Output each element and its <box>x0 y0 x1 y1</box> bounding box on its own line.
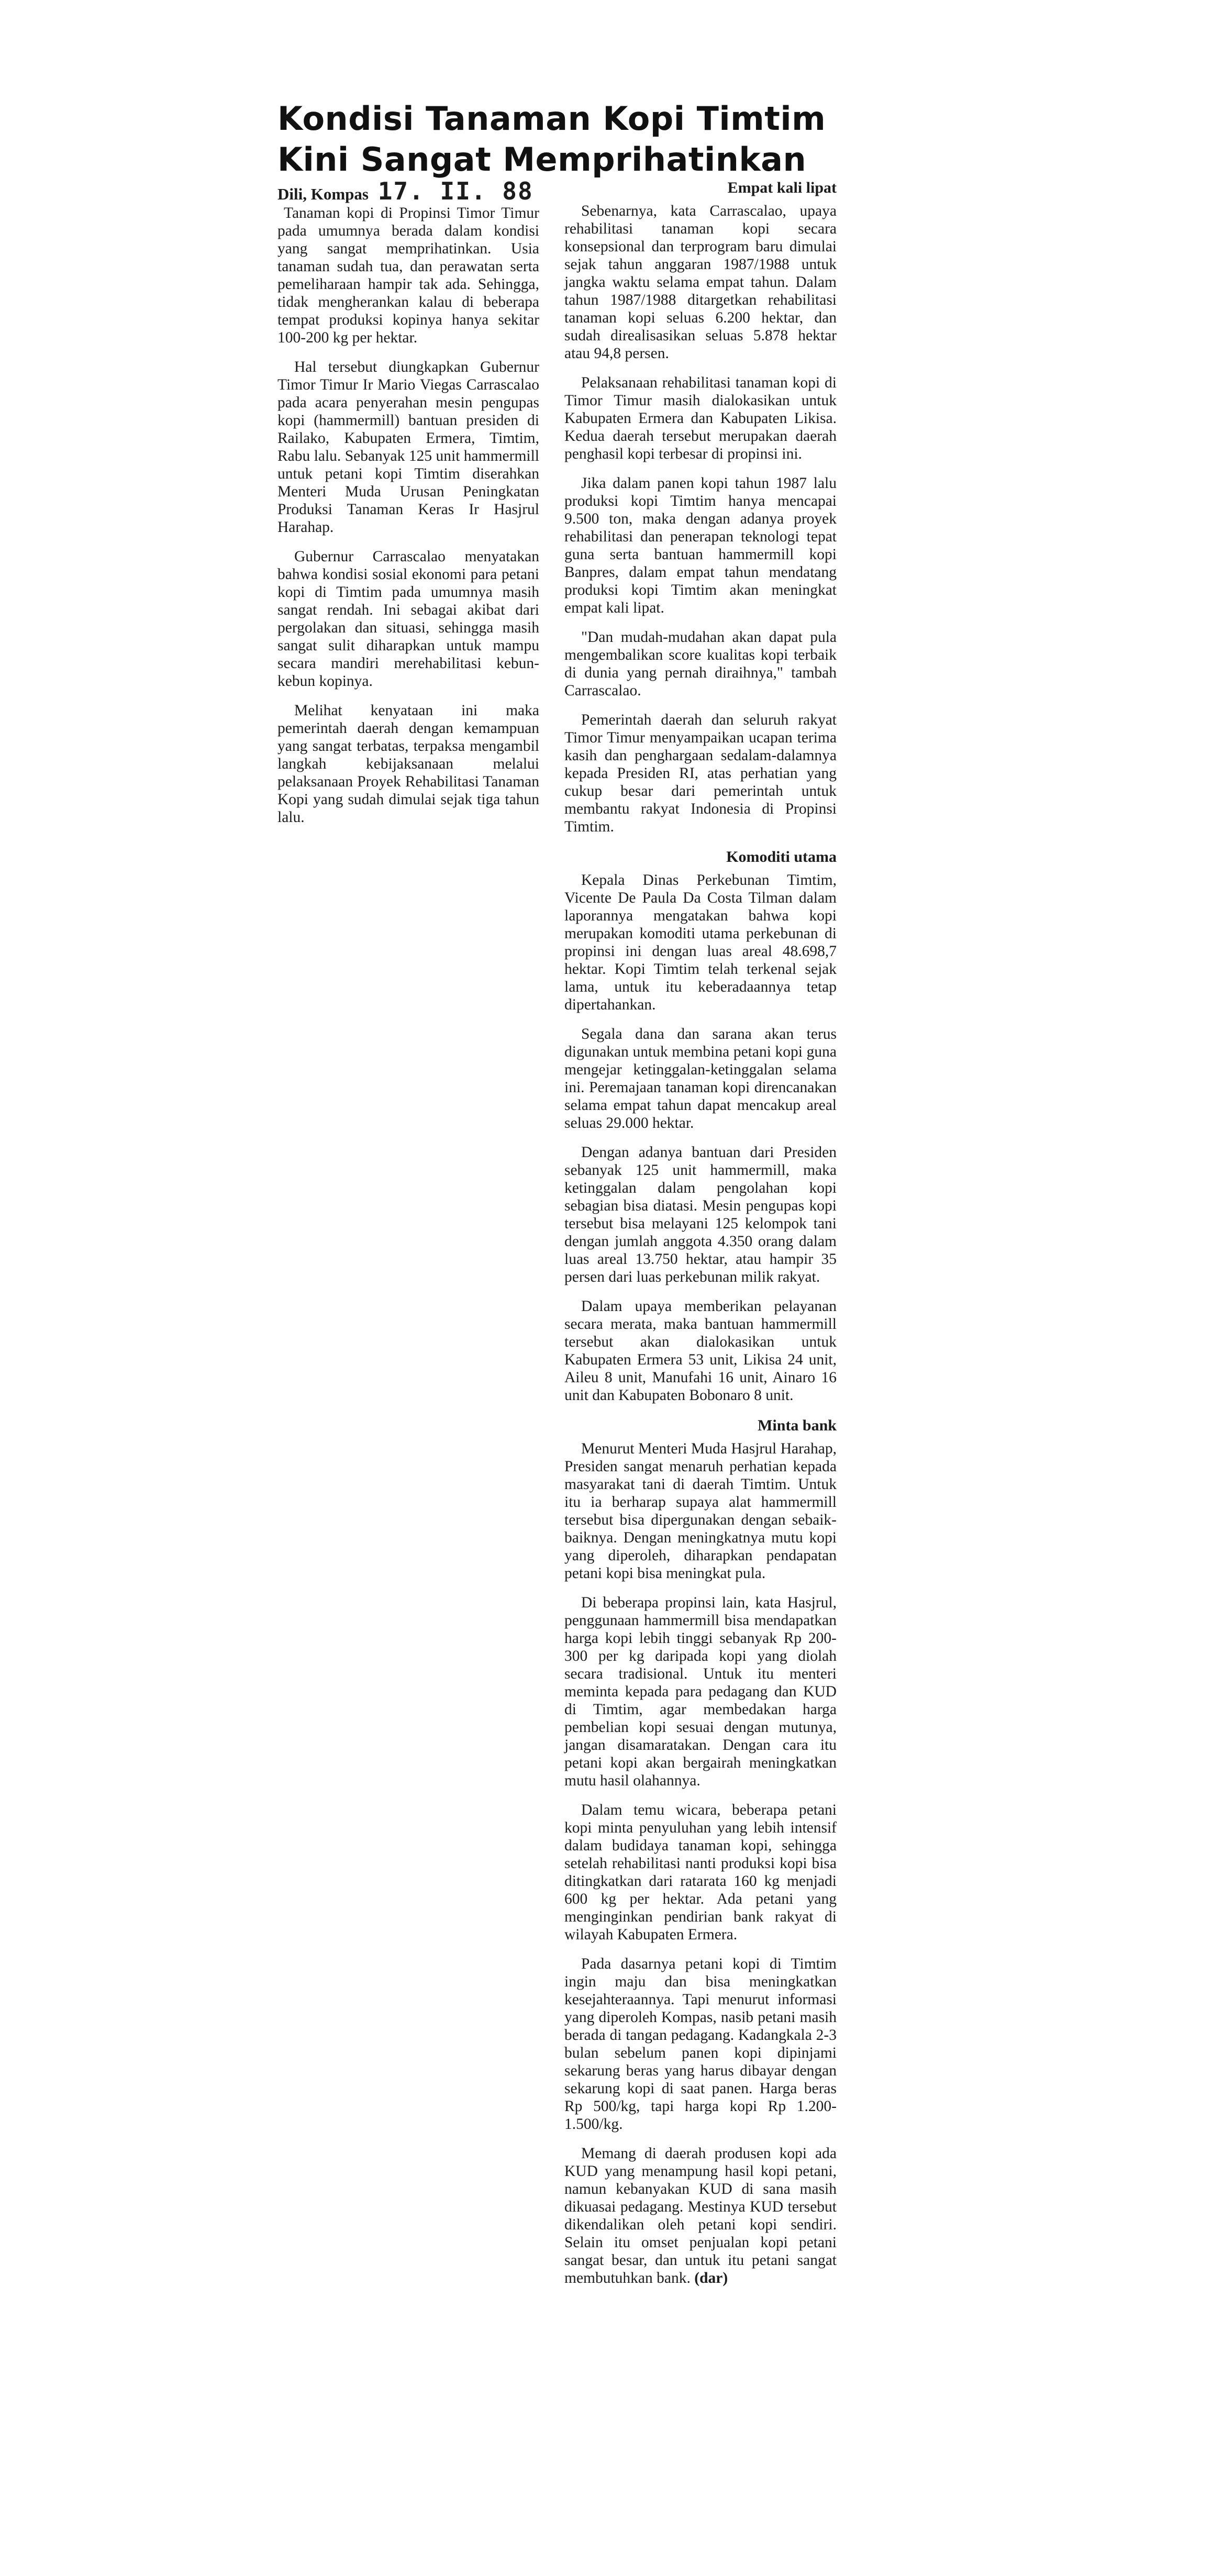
subhead-empat-kali-lipat: Empat kali lipat <box>727 179 837 196</box>
paragraph: Sebenarnya, kata Carrascalao, upaya rehabilitasi tanaman kopi secara konsepsional dan terprogram baru dimulai sejak tahun anggaran 1987/1988 untuk jangka waktu selama empat tahun. Dalam tahun 1987/1988 ditargetkan rehabilitasi tanaman kopi seluas 6.200 hektar, dan sudah direalisasikan seluas 5.878 hektar atau 94,8 persen. <box>564 203 837 362</box>
paragraph: Menurut Menteri Muda Hasjrul Harahap, Presiden sangat menaruh perhatian kepada masyarakat tani di daerah Timtim. Untuk itu ia berharap supaya alat hammermill tersebut bisa dipergunakan dengan sebaik-baiknya. Dengan meningkatnya mutu kopi yang diperoleh, diharapkan pendapatan petani kopi bisa meningkat pula. <box>564 1440 837 1582</box>
paragraph: "Dan mudah-mudahan akan dapat pula mengembalikan score kualitas kopi terbaik di dunia yang pernah diraihnya," tambah Carrascalao. <box>564 629 837 699</box>
paragraph: Pemerintah daerah dan seluruh rakyat Timor Timur menyampaikan ucapan terima kasih dan penghargaan sedalam-dalamnya kepada Presiden RI, atas perhatian yang cukup besar dari pemerintah untuk membantu rakyat Indonesia di Propinsi Timtim. <box>564 712 837 835</box>
headline <box>277 98 864 180</box>
paragraph: Dalam upaya memberikan pelayanan secara merata, maka bantuan hammermill tersebut akan dialokasikan untuk Kabupaten Ermera 53 unit, Likisa 24 unit, Aileu 8 unit, Manufahi 16 unit, Ainaro 16 unit dan Kabupaten Bobonaro 8 unit. <box>564 1298 837 1404</box>
subhead-komoditi-utama: Komoditi utama <box>726 848 837 865</box>
paragraph: Dengan adanya bantuan dari Presiden sebanyak 125 unit hammermill, maka ketinggalan dalam pengolahan kopi sebagian bisa diatasi. Mesin pengupas kopi tersebut bisa melayani 125 kelompok tani dengan jumlah anggota 4.350 orang dalam luas areal 13.750 hektar, atau hampir 35 persen dari luas perkebunan milik rakyat. <box>564 1144 837 1285</box>
paragraph: Kepala Dinas Perkebunan Timtim, Vicente De Paula Da Costa Tilman dalam laporannya mengatakan bahwa kopi merupakan komoditi utama perkebunan di propinsi ini dengan luas areal 48.698,7 hektar. Kopi Timtim telah terkenal sejak lama, untuk itu keberadaannya tetap dipertahankan. <box>564 872 837 1013</box>
paragraph: Segala dana dan sarana akan terus digunakan untuk membina petani kopi guna mengejar ketinggalan-ketinggalan selama ini. Peremajaan tanaman kopi direncanakan selama empat tahun dapat mencakup areal seluas 29.000 hektar. <box>564 1026 837 1131</box>
paragraph-text: Memang di daerah produsen kopi ada KUD yang menampung hasil kopi petani, namun kebanyakan KUD di sana masih dikuasai pedagang. Mestinya KUD tersebut dikendalikan oleh petani kopi sendiri. Selain itu omset penjualan kopi petani sangat besar, dan untuk itu petani sangat membutuhkan bank. <box>564 2145 837 2286</box>
paragraph: Tanaman kopi di Propinsi Timor Timur pada umumnya berada dalam kondisi yang sangat memprihatinkan. Usia tanaman sudah tua, dan perawatan serta pemeliharaan hampir tak ada. Sehingga, tidak mengherankan kalau di beberapa tempat produksi kopinya hanya sekitar 100-200 kg per hektar. <box>277 205 539 346</box>
paragraph: Di beberapa propinsi lain, kata Hasjrul, penggunaan hammermill bisa mendapatkan harga kopi lebih tinggi sebanyak Rp 200-300 per kg daripada kopi yang diolah secara tradisional. Untuk itu menteri meminta kepada para pedagang dan KUD di Timtim, agar membedakan harga pembelian kopi sesuai dengan mutunya, jangan disamaratakan. Dengan cara itu petani kopi akan bergairah meningkatkan mutu hasil olahannya. <box>564 1594 837 1789</box>
author-signature: (dar) <box>694 2270 728 2286</box>
handwritten-date: 17. II. 88 <box>377 177 533 205</box>
paragraph <box>564 2145 837 2287</box>
dateline <box>277 178 560 204</box>
headline-line-2: Kini Sangat Memprihatinkan <box>277 140 807 179</box>
article-column-1 <box>277 204 539 874</box>
paragraph: Pelaksanaan rehabilitasi tanaman kopi di Timor Timur masih dialokasikan untuk Kabupaten Ermera dan Kabupaten Likisa. Kedua daerah tersebut merupakan daerah penghasil kopi terbesar di propinsi ini. <box>564 374 837 462</box>
paragraph: Hal tersebut diungkapkan Gubernur Timor Timur Ir Mario Viegas Carrascalao pada acara penyerahan mesin pengupas kopi (hammermill) bantuan presiden di Railako, Kabupaten Ermera, Timtim, Rabu lalu. Sebanyak 125 unit hammermill untuk petani kopi Timtim diserahkan Menteri Muda Urusan Peningkatan Produksi Tanaman Keras Ir Hasjrul Harahap. <box>277 359 539 536</box>
article-column-2 <box>564 178 837 2508</box>
paragraph: Dalam temu wicara, beberapa petani kopi minta penyuluhan yang lebih intensif dalam budidaya tanaman kopi, sehingga setelah rehabilitasi nanti produksi kopi bisa ditingkatkan dari ratarata 160 kg menjadi 600 kg per hektar. Ada petani yang menginginkan pendirian bank rakyat di wilayah Kabupaten Ermera. <box>564 1802 837 1943</box>
dateline-place: Dili, Kompas <box>277 185 369 203</box>
paragraph: Jika dalam panen kopi tahun 1987 lalu produksi kopi Timtim hanya mencapai 9.500 ton, maka dengan adanya proyek rehabilitasi dan penerapan teknologi tepat guna serta bantuan hammermill kopi Banpres, dalam empat tahun mendatang produksi kopi Timtim akan meningkat empat kali lipat. <box>564 475 837 616</box>
paragraph: Pada dasarnya petani kopi di Timtim ingin maju dan bisa meningkatkan kesejahteraannya. Tapi menurut informasi yang diperoleh Kompas, nasib petani masih berada di tangan pedagang. Kadangkala 2-3 bulan sebelum panen kopi dipinjami sekarung beras yang harus dibayar dengan sekarung kopi di saat panen. Harga beras Rp 500/kg, tapi harga kopi Rp 1.200-1.500/kg. <box>564 1956 837 2133</box>
paragraph: Melihat kenyataan ini maka pemerintah daerah dengan kemampuan yang sangat terbatas, terpaksa mengambil langkah kebijaksanaan melalui pelaksanaan Proyek Rehabilitasi Tanaman Kopi yang sudah dimulai sejak tiga tahun lalu. <box>277 702 539 826</box>
subhead-minta-bank: Minta bank <box>758 1417 837 1434</box>
paragraph: Gubernur Carrascalao menyatakan bahwa kondisi sosial ekonomi para petani kopi di Timtim pada umumnya masih sangat rendah. Ini sebagai akibat dari pergolakan dan situasi, sehingga masih sangat sulit diharapkan untuk mampu secara mandiri merehabilitasi kebun-kebun kopinya. <box>277 548 539 690</box>
headline-line-1: Kondisi Tanaman Kopi Timtim <box>277 99 826 138</box>
